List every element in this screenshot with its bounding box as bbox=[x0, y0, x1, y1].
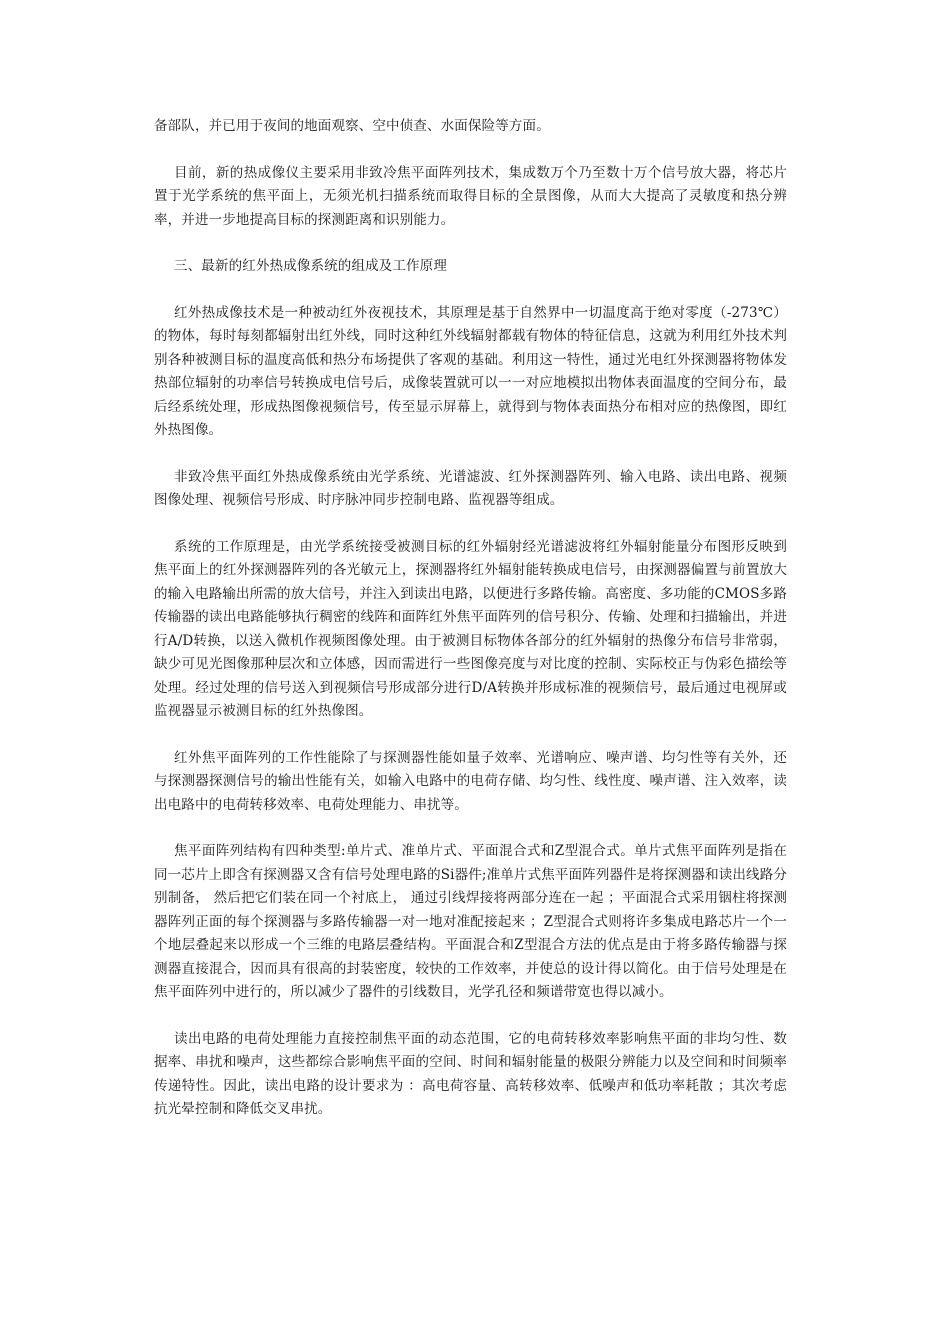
paragraph-fpa-performance: 红外焦平面阵列的工作性能除了与探测器性能如量子效率、光谱响应、噪声谱、均匀性等有关外，还与探测器探测信号的输出性能有关，如输入电路中的电荷存储、均匀性、线性度、噪声谱、注入效率，读出电路中的电荷转移效率、电荷处理能力、串扰等。 bbox=[154, 749, 787, 813]
paragraph-continuation: 备部队，并已用于夜间的地面观察、空中侦查、水面保险等方面。 bbox=[154, 118, 550, 134]
document-body bbox=[154, 115, 787, 1145]
paragraph-working-principle: 系统的工作原理是，由光学系统接受被测目标的红外辐射经光谱滤波将红外辐射能量分布图形反映到焦平面上的红外探测器阵列的各光敏元上，探测器将红外辐射能转换成电信号，由探测器偏置与前置放大的输入电路输出所需的放大信号，并注入到读出电路，以便进行多路传输。高密度、多功能的CMOS多路传输器的读出电路能够执行稠密的线阵和面阵红外焦平面阵列的信号积分、传输、处理和扫描输出，并进行A/D转换，以送入微机作视频图像处理。由于被测目标物体各部分的红外辐射的热像分布信号非常弱，缺少可见光图像那种层次和立体感，因而需进行一些图像亮度与对比度的控制、实际校正与伪彩色描绘等处理。经过处理的信号送入到视频信号形成部分进行D/A转换并形成标准的视频信号，最后通过电视屏或监视器显示被测目标的红外热像图。 bbox=[154, 538, 787, 719]
paragraph-fpa-structures: 焦平面阵列结构有四种类型:单片式、准单片式、平面混合式和Z型混合式。单片式焦平面阵列是指在同一芯片上即含有探测器又含有信号处理电路的Si器件;准单片式焦平面阵列器件是将探测器和读出线路分别制备， 然后把它们装在同一个衬底上， 通过引线焊接将两部分连在一起 ；平面混合式采用铟柱将探测器阵列正面的每个探测器与多路传输器一对一地对准配接起来 ；Z型混合式则将许多集成电路芯片一个一个地层叠起来以形成一个三维的电路层叠结构。平面混合和Z型混合方法的优点是由于将多路传输器与探测器直接混合，因而具有很高的封装密度，较快的工作效率，并使总的设计得以简化。由于信号处理是在焦平面阵列中进行的，所以减少了器件的引线数目，光学孔径和频谱带宽也得以减小。 bbox=[154, 843, 787, 1000]
paragraph-principle: 红外热成像技术是一种被动红外夜视技术，其原理是基于自然界中一切温度高于绝对零度（-273℃）的物体，每时每刻都辐射出红外线，同时这种红外线辐射都载有物体的特征信息，这就为利用红外技术判别各种被测目标的温度高低和热分布场提供了客观的基础。利用这一特性，通过光电红外探测器将物体发热部位辐射的功率信号转换成电信号后，成像装置就可以一一对应地模拟出物体表面温度的空间分布，最后经系统处理，形成热图像视频信号，传至显示屏幕上，就得到与物体表面热分布相对应的热像图，即红外热图像。 bbox=[154, 304, 787, 438]
paragraph-uncooled-fpa: 目前，新的热成像仪主要采用非致冷焦平面阵列技术，集成数万个乃至数十万个信号放大器，将芯片置于光学系统的焦平面上，无须光机扫描系统而取得目标的全景图像，从而大大提高了灵敏度和热分辨率，并进一步地提高目标的探测距离和识别能力。 bbox=[154, 164, 787, 228]
paragraph-system-composition: 非致冷焦平面红外热成像系统由光学系统、光谱滤波、红外探测器阵列、输入电路、读出电路、视频图像处理、视频信号形成、时序脉冲同步控制电路、监视器等组成。 bbox=[154, 468, 787, 508]
paragraph-readout-circuit: 读出电路的电荷处理能力直接控制焦平面的动态范围，它的电荷转移效率影响焦平面的非均匀性、数据率、串扰和噪声，这些都综合影响焦平面的空间、时间和辐射能量的极限分辨能力以及空间和时间频率传递特性。因此，读出电路的设计要求为 ：高电荷容量、高转移效率、低噪声和低功率耗散 ；其次考虑抗光晕控制和降低交叉串扰。 bbox=[154, 1030, 787, 1117]
section-heading: 三、最新的红外热成像系统的组成及工作原理 bbox=[174, 258, 447, 274]
